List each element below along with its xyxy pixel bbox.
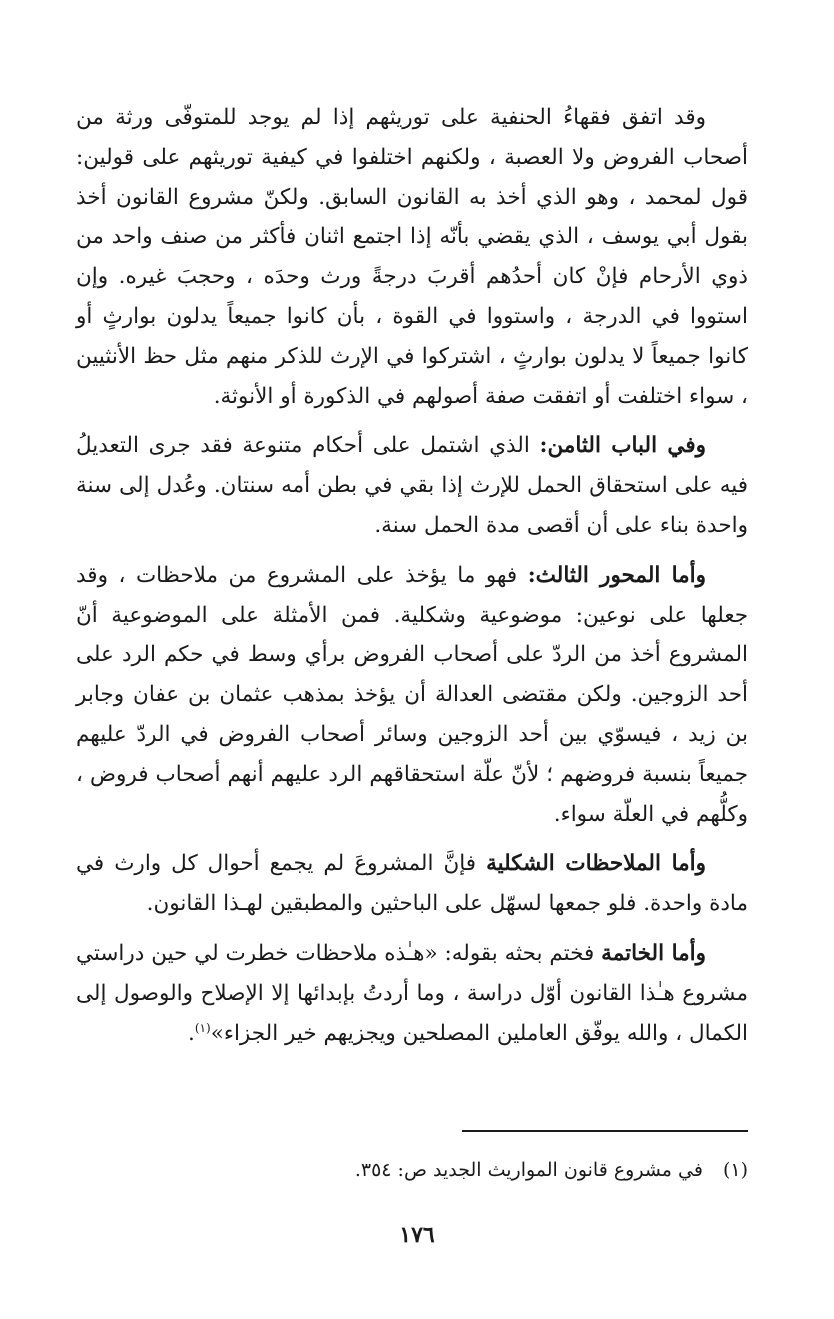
paragraph-text: فهو ما يؤخذ على المشروع من ملاحظات ، وقد جعلها على نوعين: موضوعية وشكلية. فمن الأمثلة على الموضوعية أنّ المشروع أخذ من الردّ على أصحاب الفروض برأي وسط في حكم الرد على أحد الزوجين. ولكن مقتضى العدالة أن يؤخذ بمذهب عثمان بن عفان وجابر بن زيد ، فيسوّي بين أحد الزوجين وسائر أصحاب الفروض في الردّ عليهم جميعاً بنسبة فروضهم ؛ لأنّ علّة استحقاقهم الرد عليهم أنهم أصحاب فروض ، وكلُّهم في العلّة سواء.	[76, 562, 748, 827]
footnote-separator	[462, 1130, 748, 1132]
paragraph-text: فإنَّ المشروعَ لم يجمع أحوال كل وارث في مادة واحدة. فلو جمعها لسهّل على الباحثين والمطبقين لهـذا القانون.	[76, 851, 748, 917]
footnote-number: (١)	[722, 1159, 748, 1181]
paragraph-3	[76, 556, 748, 835]
paragraph-lead: وفي الباب الثامن:	[539, 433, 706, 459]
paragraph-4	[76, 844, 748, 924]
paragraph-text: وقد اتفق فقهاءُ الحنفية على توريثهم إذا لم يوجد للمتوفّى ورثة من أصحاب الفروض ولا العصبة ، ولكنهم اختلفوا في كيفية توريثهم على قولين: قول لمحمد ، وهو الذي أخذ به القانون السابق. ولكنّ مشروع القانون أخذ بقول أبي يوسف ، الذي يقضي بأنّه إذا اجتمع اثنان فأكثر من صنف واحد من ذوي الأرحام فإنْ كان أحدُهم أقربَ درجةً ورث وحدَه ، وحجبَ غيره. وإن استووا في الدرجة ، واستووا في القوة ، بأن كانوا جميعاً يدلون بوارثٍ أو كانوا جميعاً لا يدلون بوارثٍ ، اشتركوا في الإرث للذكر منهم مثل حظ الأنثيين ، سواء اختلفت أو اتفقت صفة أصولهم في الذكورة أو الأنوثة.	[76, 105, 748, 409]
paragraph-lead: وأما الملاحظات الشكلية	[486, 851, 706, 877]
footnote-text: في مشروع قانون المواريث الجديد ص: ٣٥٤.	[354, 1159, 703, 1181]
paragraph-end: .	[188, 1020, 195, 1046]
footnote-reference[interactable]: (١)	[194, 1020, 211, 1035]
paragraph-2	[76, 426, 748, 545]
page-number: ١٧٦	[399, 1222, 435, 1248]
paragraph-1	[76, 98, 748, 416]
footnote	[88, 1152, 748, 1188]
paragraph-text: فختم بحثه بقوله: «هـٰذه ملاحظات خطرت لي حين دراستي مشروع هـٰذا القانون أوّل دراسة ، وما أردتُ بإبدائها إلا الإصلاح والوصول إلى الكمال ، والله يوفّق العاملين المصلحين ويجزيهم خير الجزاء»	[76, 940, 748, 1046]
paragraph-text: الذي اشتمل على أحكام متنوعة فقد جرى التعديلُ فيه على استحقاق الحمل للإرث إذا بقي في بطن أمه سنتان. وعُدل إلى سنة واحدة بناء على أن أقصى مدة الحمل سنة.	[76, 433, 748, 538]
body-text	[76, 98, 748, 1063]
paragraph-lead: وأما الخاتمة	[601, 940, 706, 966]
paragraph-5	[76, 934, 748, 1053]
paragraph-lead: وأما المحور الثالث:	[527, 562, 706, 588]
